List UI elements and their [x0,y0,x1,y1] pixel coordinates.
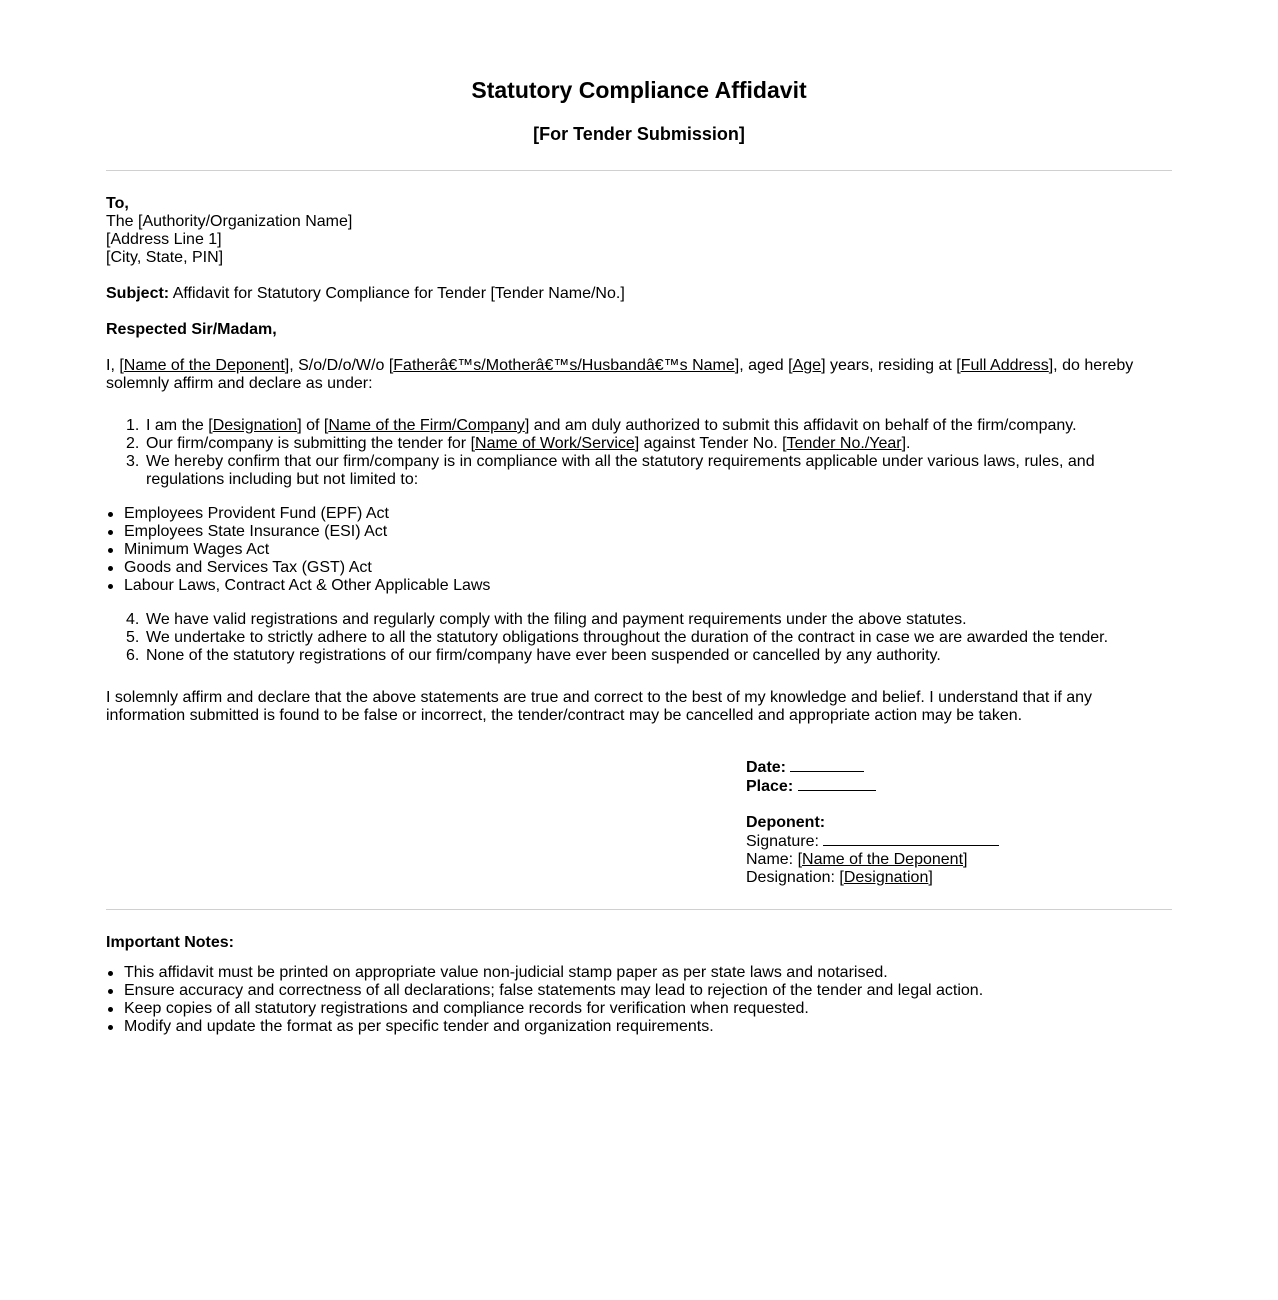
notes-heading: Important Notes: [106,934,234,951]
list-item: Employees Provident Fund (EPF) Act [106,505,1146,523]
list-item: 6. None of the statutory registrations of our firm/company have ever been suspended or cancelled by any authority. [126,647,941,664]
designation-field: Designation [212,417,298,434]
list-item: Keep copies of all statutory registrations and compliance records for verification when requested. [106,1000,1146,1018]
date-blank [790,758,864,772]
list-item: Employees State Insurance (ESI) Act [106,523,1146,541]
list-item: Ensure accuracy and correctness of all declarations; false statements may lead to rejection of the tender and legal action. [106,982,1146,1000]
signature-blank [823,832,999,846]
header-divider [106,170,1172,171]
designation-line: Designation: [Designation] [746,869,933,886]
list-item: 3. We hereby confirm that our firm/company is in compliance with all the statutory requirements applicable under various laws, rules, and regulations including but not limited to: [126,453,1095,488]
list-item: Modify and update the format as per specific tender and organization requirements. [106,1018,1146,1036]
list-item: 1. I am the [Designation] of [Name of the Firm/Company] and am duly authorized to submit this affidavit on behalf of the firm/company. [126,417,1077,434]
parent-name-field: Fatherâ€™s/Motherâ€™s/Husbandâ€™s Name [393,357,735,374]
list-item: 5. We undertake to strictly adhere to all the statutory obligations throughout the duration of the contract in case we are awarded the tender. [126,629,1109,646]
document-title: Statutory Compliance Affidavit [471,77,807,103]
subject-line [106,285,1172,303]
declaration-paragraph: I solemnly affirm and declare that the above statements are true and correct to the best of my knowledge and belief. I understand that if any information submitted is found to be false or incorrect, the tender/contract may be cancelled and appropriate action may be taken. [106,689,1093,724]
firm-name-field: Name of the Firm/Company [328,417,525,434]
deponent-name-field: Name of the Deponent [123,357,285,374]
signature-line: Signature: [746,832,1166,851]
sig-designation-field: Designation [843,869,929,886]
salutation: Respected Sir/Madam, [106,321,277,338]
subject-label: Subject: [106,285,170,302]
list-item: Goods and Services Tax (GST) Act [106,559,1146,577]
laws-list [106,505,1146,595]
declaration-points-a [106,417,1146,489]
list-item: 2. Our firm/company is submitting the tender for [Name of Work/Service] against Tender No. [Tender No./Year]. [126,435,911,452]
address-line-3: [City, State, PIN] [106,249,224,266]
declaration-points-b [106,611,1146,665]
address-line-1: The [Authority/Organization Name] [106,213,353,230]
list-item: Minimum Wages Act [106,541,1146,559]
notes-list [106,964,1146,1036]
list-item: Labour Laws, Contract Act & Other Applicable Laws [106,577,1146,595]
notes-divider [106,909,1172,910]
address-to: To, [106,195,129,212]
place-line: Place: [746,777,1166,796]
recipient-address [106,195,1172,267]
date-line: Date: [746,758,1166,777]
subject-text: Affidavit for Statutory Compliance for Tender [Tender Name/No.] [169,285,625,302]
age-field: Age [792,357,822,374]
tender-no-field: Tender No./Year [786,435,902,452]
list-item: This affidavit must be printed on appropriate value non-judicial stamp paper as per state laws and notarised. [106,964,1146,982]
work-name-field: Name of Work/Service [475,435,635,452]
intro-paragraph: I, [Name of the Deponent], S/o/D/o/W/o [Fatherâ€™s/Motherâ€™s/Husbandâ€™s Name], aged [Age] years, residing at [Full Address], do hereby solemnly affirm and declare as under: [106,357,1134,392]
sig-name-field: Name of the Deponent [802,851,964,868]
document-subtitle: [For Tender Submission] [533,124,745,144]
address-field: Full Address [960,357,1049,374]
place-blank [798,777,876,791]
address-line-2: [Address Line 1] [106,231,222,248]
signature-block [746,758,1166,887]
deponent-label: Deponent: [746,814,826,831]
list-item: 4. We have valid registrations and regularly comply with the filing and payment requirements under the above statutes. [126,611,967,628]
name-line: Name: [Name of the Deponent] [746,851,968,868]
